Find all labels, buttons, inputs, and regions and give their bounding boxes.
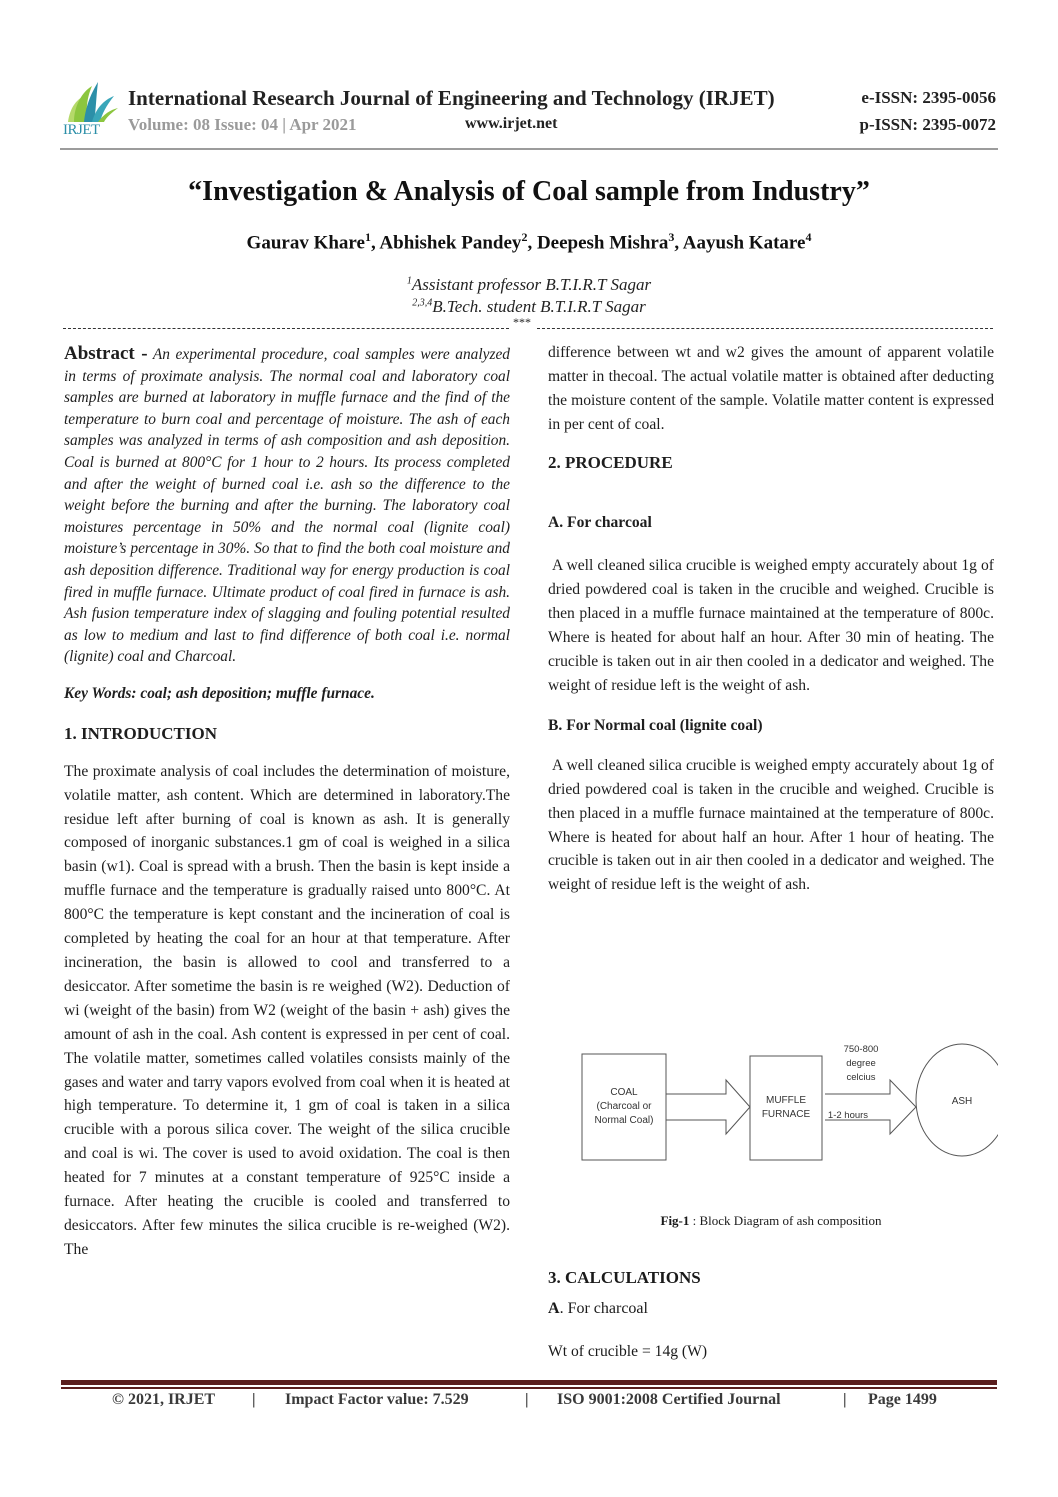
subheading-dot: . For charcoal	[559, 1300, 648, 1317]
header-divider	[60, 148, 998, 150]
ash-label: ASH	[951, 1096, 973, 1107]
svg-text:celcius: celcius	[846, 1072, 876, 1083]
subheading-charcoal: A. For charcoal	[548, 513, 652, 531]
calc-crucible-weight: Wt of crucible = 14g (W)	[548, 1343, 708, 1360]
author-name: Gaurav Khare	[246, 232, 365, 254]
footer-rule-thick	[61, 1380, 997, 1385]
footer-rule-thin	[61, 1387, 997, 1389]
author-sup: 2	[521, 230, 528, 244]
svg-text:750-800: 750-800	[843, 1044, 879, 1055]
paper-title: “Investigation & Analysis of Coal sample from Industry”	[188, 176, 870, 207]
author-name: Abhishek Pandey	[379, 232, 522, 254]
dashed-rule-left	[63, 328, 509, 329]
journal-title: International Research Journal of Engineering and Technology (IRJET)	[128, 86, 775, 110]
figure-label: Fig-1	[660, 1213, 690, 1228]
figure-caption	[548, 1213, 994, 1229]
footer-sep: |	[252, 1391, 256, 1408]
affiliation-sup: 1	[406, 275, 412, 287]
p-issn: p-ISSN: 2395-0072	[859, 115, 996, 134]
subheading-normal-coal: B. For Normal coal (lignite coal)	[548, 716, 763, 734]
separator-stars: ***	[513, 315, 531, 329]
introduction-continued: difference between wt and w2 gives the amount of apparent volatile matter in thecoal. The actual volatile matter is obtained after deducting the moisture content of the sample. Volatile matter content is expressed in per cent of coal.	[548, 344, 994, 433]
footer-iso: ISO 9001:2008 Certified Journal	[557, 1391, 781, 1408]
svg-text:FURNACE: FURNACE	[761, 1109, 811, 1120]
left-column	[64, 343, 510, 1262]
footer-copyright: © 2021, IRJET	[112, 1391, 216, 1408]
dashed-rule-right	[537, 328, 993, 329]
author-sup: 1	[364, 230, 371, 244]
right-column	[548, 341, 994, 897]
affiliation-sup: 2,3,4	[412, 297, 433, 309]
footer-page-number: Page 1499	[868, 1391, 937, 1408]
introduction-text: The proximate analysis of coal includes the determination of moisture, volatile matter, ash content. Which are determined in laboratory.The residue left after burning of coal is known as ash. It is generally composed of inorganic substances.1 gm of coal is weighed in a silica basin (w1). Coal is spread with a brush. Then the basin is kept inside a muffle furnace and the temperature is gradually raised unto 800°C. At 800°C the temperature is kept constant and the incineration of coal is completed by heating the coal for an hour at that temperature. After incineration, the basin is allowed to cool and transferred to a desiccator. After sometime the basin is re weighed (W2). Deduction of wi (weight of the basin) from W2 (weight of the basin + ash) gives the amount of ash in the coal. Ash content is expressed in per cent of coal. The volatile matter, sometimes called volatiles consists mainly of the gases and water and tarry vapors evolved from coal when it is heated at high temperature. To determine it, 1 gm of coal is taken in a silica crucible with a porous silica cover. The weight of the silica crucible and coal is wi. The cover is used to avoid oxidation. The coal is then heated for 7 minutes at a constant temperature of 925°C inside a furnace. After heating the crucible is cooled and transferred to desiccators. After few minutes the silica crucible is re-weighed (W2). The	[64, 762, 510, 1258]
svg-text:(Charcoal or: (Charcoal or	[596, 1101, 652, 1112]
section-heading-introduction: 1. INTRODUCTION	[64, 723, 218, 743]
affiliation-text: Assistant professor B.T.I.R.T Sagar	[411, 275, 652, 294]
author-list: Gaurav Khare$^1$, Abhishek Pandey$^2$, Deepesh Mishra$^3$, Aayush Katare$^4$	[246, 230, 812, 254]
subheading-calc-charcoal	[548, 1300, 648, 1318]
author-name: Aayush Katare	[682, 232, 806, 254]
block-diagram	[578, 1038, 998, 1168]
section-heading-calculations: 3. CALCULATIONS	[548, 1268, 701, 1287]
arrow-right-icon	[666, 1080, 750, 1134]
footer-impact-factor: Impact Factor value: 7.529	[285, 1391, 469, 1408]
e-issn: e-ISSN: 2395-0056	[861, 88, 996, 107]
subheading-letter: A	[548, 1300, 560, 1317]
logo-text: IRJET	[63, 122, 100, 138]
journal-header	[60, 78, 998, 150]
section-heading-procedure: 2. PROCEDURE	[548, 452, 673, 472]
author-sup: 3	[668, 230, 675, 244]
procedure-charcoal-text: A well cleaned silica crucible is weighed empty accurately about 1g of dried powdered coal is taken in the crucible and weighed. Crucible is then placed in a muffle furnace maintained at the temperature of 800c. Where is heated for about half an hour. After 30 min of heating. The crucible is taken out in air then cooled in a dedicator and weighed. The weight of residue left is the weight of ash.	[548, 557, 994, 694]
affiliation-2	[0, 297, 1058, 317]
caption-text: : Block Diagram of ash composition	[689, 1213, 882, 1228]
journal-website-link[interactable]: www.irjet.net	[465, 115, 558, 132]
author-sup: 4	[805, 230, 812, 244]
svg-text:1-2 hours: 1-2 hours	[827, 1110, 869, 1121]
page-footer	[0, 1391, 1058, 1415]
abstract-label: Abstract -	[64, 343, 148, 364]
svg-text:degree: degree	[846, 1058, 876, 1069]
footer-sep: |	[525, 1391, 529, 1408]
abstract-text: An experimental procedure, coal samples were analyzed in terms of proximate analysis. The normal coal and laboratory coal samples are burned at laboratory in muffle furnace and the find of the temperature to burn coal and percentage of moisture. The ash of each samples was analyzed in terms of ash composition and ash deposition. Coal is burned at 800°C for 1 hour to 2 hours. Its process completed and after the weight of burned coal i.e. ash so the difference to the weight before the burning and after the burning. The laboratory coal moistures percentage in 50% and the normal coal (lignite coal) moisture’s percentage in 30%. So that to find the both coal moisture and ash deposition difference. Traditional way for energy production is coal fired in muffle furnace. Ultimate product of coal fired in furnace is ash. Ash fusion temperature index of slagging and fouling potential resulted as low to medium and last to find difference of both coal i.e. normal (lignite) coal and Charcoal.	[64, 346, 510, 666]
title-separator	[63, 315, 993, 330]
muffle-furnace-label: MUFFLE	[766, 1095, 806, 1106]
abstract	[64, 343, 510, 668]
author-name: Deepesh Mishra	[536, 232, 669, 254]
keywords: Key Words: coal; ash deposition; muffle furnace.	[64, 684, 375, 702]
volume-issue: Volume: 08 Issue: 04 | Apr 2021	[128, 115, 357, 134]
svg-text:Normal Coal): Normal Coal)	[594, 1115, 654, 1126]
affiliation-text: B.Tech. student B.T.I.R.T Sagar	[432, 297, 646, 316]
arrow-right-icon	[825, 1080, 916, 1134]
procedure-normal-coal-text: A well cleaned silica crucible is weighed empty accurately about 1g of dried powdered coal is taken in the crucible and weighed. Crucible is then placed in a muffle furnace maintained at the temperature of 800c. Where is heated for about half an hour. After 1 hour of heating. The crucible is taken out in air then cooled in a dedicator and weighed. The weight of residue left is the weight of ash.	[548, 756, 994, 894]
affiliation-1	[0, 275, 1058, 295]
coal-label: COAL	[610, 1087, 638, 1098]
footer-sep: |	[843, 1391, 847, 1408]
